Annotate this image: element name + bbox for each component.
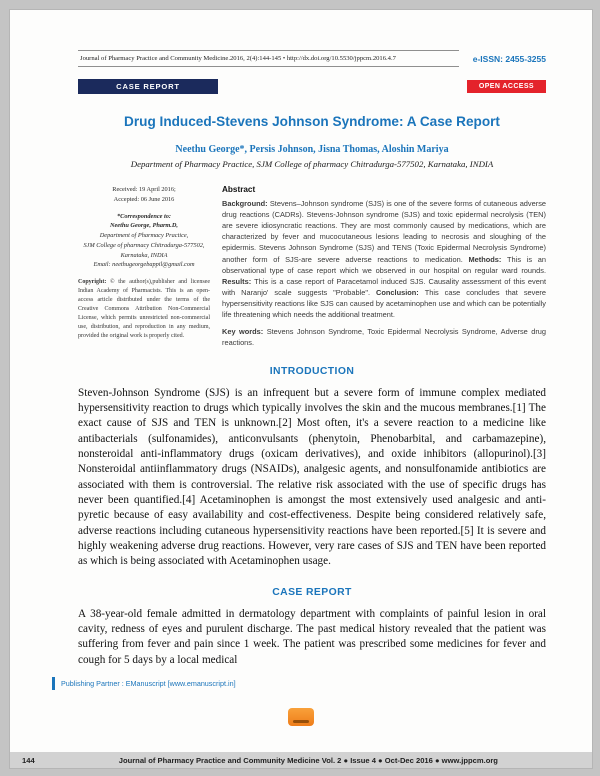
- correspondent-email: Email: neethugeorgebappil@gmail.com: [93, 261, 195, 269]
- article-info-sidebar: [78, 185, 210, 349]
- abstract-column: [222, 185, 546, 349]
- accepted-date: Accepted: 06 June 2016: [113, 195, 175, 203]
- footer-journal-line: Journal of Pharmacy Practice and Community Medicine Vol. 2 ● Issue 4 ● Oct-Dec 2016 ● www.jppcm.org: [118, 755, 498, 765]
- page-number: 144: [22, 755, 35, 765]
- authors-line: Neethu George*, Persis Johnson, Jisna Thomas, Aloshin Mariya: [175, 144, 449, 155]
- publishing-partner-row: [52, 677, 546, 690]
- section-heading-introduction: INTRODUCTION: [269, 365, 355, 377]
- case-report-paragraph: A 38-year-old female admitted in dermatology department with complaints of painful lesion in oral cavity, redness of eyes and purulent discharge. The past medical history revealed that the patient was suffering from fever and pain since 1 week. The patient was prescribed some medicines for fever and cough for 5 days by a local medical: [78, 607, 546, 666]
- correspondent-address-2: SJM College of pharmacy Chitradurga-577502,: [83, 241, 205, 249]
- correspondent-address-1: Department of Pharmacy Practice,: [99, 232, 189, 239]
- publisher-logo-wrap: [10, 708, 592, 726]
- case-report-badge: CASE REPORT: [78, 79, 218, 94]
- journal-citation: Journal of Pharmacy Practice and Community Medicine.2016, 2(4):144-145 • http://dx.doi.org/10.5530/jppcm.2016.4.7: [78, 50, 459, 67]
- footer-bar: [10, 752, 592, 768]
- abstract-section: [78, 185, 546, 349]
- correspondent-address-3: Karnataka, INDIA: [120, 251, 168, 259]
- abstract-heading: Abstract: [222, 185, 256, 194]
- publishing-partner-label: Publishing Partner : EManuscript [www.emanuscript.in]: [61, 679, 236, 688]
- open-access-badge: OPEN ACCESS: [467, 80, 546, 93]
- page-header: [78, 50, 546, 67]
- publisher-logo: [288, 708, 314, 726]
- affiliation-line: Department of Pharmacy Practice, SJM College of pharmacy Chitradurga-577502, Karnataka, INDIA: [130, 159, 494, 169]
- introduction-paragraph: Steven-Johnson Syndrome (SJS) is an infrequent but a severe form of immune complex mediated hypersensitivity reaction to drugs which typically involves the skin and the mucous membranes.[1] The exact cause of SJS and TEN is unknown.[2] Most often, it's a severe reaction to a medicine like antibacterials (sulfonamides), anticonvulsants (phenytoin, Phenobarbital, and carbamazepine), nonsteroidal anti-inflammatory drugs (oxicam derivatives), and oxide inhibitors (allopurinol).[3] Nonsteroidal antiinflammatory drugs (NSAIDs), analgesic agents, and nonsulfonamide antibiotics are associated with them is controversial. The relative risk associated with the use of specific drugs has never been quantified.[4] Acetaminophen is amongst the most extensively used analgesic and anti-pyretic because of easy availability and cost-effectiveness. Despite being considered relatively safe, adverse reactions including cutaneous hypersensitivity reactions have been reported.[5] It is severe and highly weakening adverse drug reactions. However, very rare cases of SJS and TEN have been reported as which is being associated with Acetaminophen usage.: [78, 386, 546, 568]
- copyright-notice: Copyright: © the author(s),publisher and licensee Indian Academy of Pharmacists. This is an open-access article distributed under the terms of the Creative Commons Attribution Non-Commercial License, which permits unrestricted non-commercial use, distribution, and reproduction in any medium, provided the original work is properly cited.: [78, 279, 210, 339]
- received-date: Received: 19 April 2016;: [112, 186, 176, 193]
- section-heading-case-report: CASE REPORT: [272, 586, 352, 598]
- badge-row: [78, 79, 546, 94]
- correspondence-label: *Correspondence to:: [116, 212, 172, 220]
- keywords-line: Key words: Stevens Johnson Syndrome, Toxic Epidermal Necrolysis Syndrome, Adverse drug reactions.: [222, 327, 547, 347]
- abstract-text: Background: Stevens–Johnson syndrome (SJS) is one of the severe forms of cutaneous adverse drug reactions (CADRs). Stevens-Johnson syndrome (SJS) and toxic epidermal necrolysis (TEN) are severe idiosyncratic reactions. They are most commonly caused by medications, which are characterized by fever and mucocutaneous lesions leading to necrosis and sloughing of the epidermis. Stevens Johnson Syndrome (SJS) and TENS (Toxic Epidermal Necrolysis Syndrome) another form of SJS-are severe adverse reactions to medication. Methods: This is an observational type of case report which we observed in our hospital on regular ward rounds. Results: This is a case report of Paracetamol induced SJS. Causality assessment of this event with Naranjo' scale suggests "Probable". Conclusion: This case concludes that severe hypersensitivity reactions like SJS can caused by acetaminophen use and which can be potentially life threatening which needs the additional treatment.: [222, 199, 547, 320]
- correspondent-name: Neethu George, Pharm.D,: [109, 222, 179, 230]
- partner-accent-bar: [52, 677, 55, 690]
- eissn-label: e-ISSN: 2455-3255: [472, 53, 546, 64]
- article-title: Drug Induced-Stevens Johnson Syndrome: A Case Report: [124, 114, 500, 129]
- article-page: [9, 9, 593, 769]
